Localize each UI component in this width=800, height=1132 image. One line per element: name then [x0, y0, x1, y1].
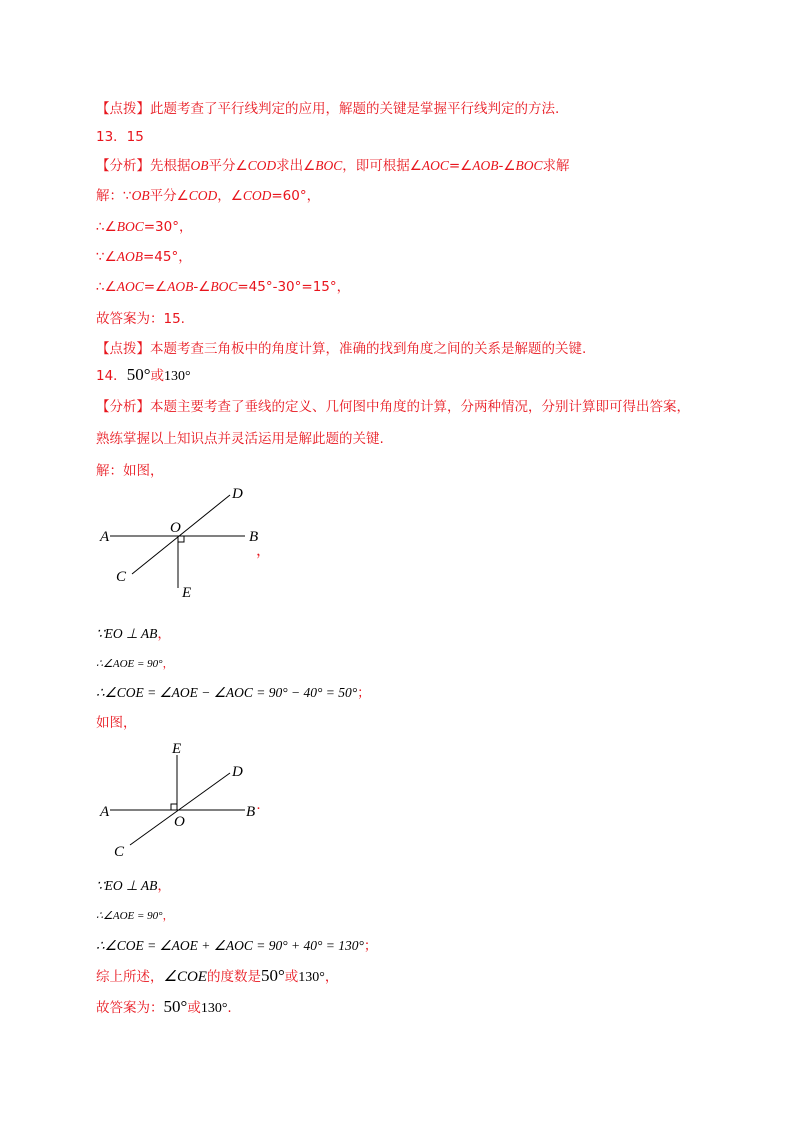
question-number: 14． — [96, 368, 127, 384]
label-c: C — [114, 844, 125, 860]
text: 求出∠ — [276, 158, 316, 174]
right-angle-mark — [178, 536, 184, 542]
analysis-line-14-cont: 熟练掌握以上知识点并灵活运用是解此题的关键. — [96, 431, 384, 447]
text: =45°-30°=15°， — [237, 279, 351, 295]
text: 130° — [298, 970, 325, 985]
text: ， — [157, 626, 171, 642]
text: =30°， — [143, 219, 193, 235]
text: 求解 — [542, 158, 570, 174]
proof-2-line-3 — [96, 937, 377, 955]
text: =45°， — [142, 249, 192, 265]
label-o: O — [170, 520, 181, 536]
hint-tag: 【点拨】 — [96, 101, 150, 117]
text: ∵EO ⊥ AB — [96, 878, 158, 893]
text: 50° — [126, 365, 151, 384]
text: 或 — [284, 969, 299, 985]
figure-1 — [90, 482, 280, 604]
text: 50° — [260, 966, 285, 985]
proof-1-line-1 — [96, 625, 171, 643]
label-d: D — [232, 486, 243, 502]
analysis-tag: 【分析】 — [96, 158, 150, 174]
answer-13: 13．15 — [96, 129, 144, 145]
final-answer-14 — [96, 998, 232, 1018]
text: ∵∠ — [96, 249, 117, 265]
right-angle-mark — [171, 804, 177, 810]
line-cd — [132, 495, 230, 574]
label-a: A — [100, 529, 110, 545]
text: BOC — [515, 158, 543, 173]
hint-text: 此题考查了平行线判定的应用，解题的关键是掌握平行线判定的方法. — [150, 101, 560, 117]
solution-line-3 — [96, 248, 192, 266]
summary-line — [96, 967, 338, 987]
label-e: E — [182, 585, 192, 601]
line-cd — [130, 773, 230, 845]
text: COD — [188, 188, 218, 203]
text: 先根据 — [150, 158, 191, 174]
label-b: B — [249, 529, 259, 545]
figure-tail-mark: · — [256, 801, 261, 817]
text: ， — [157, 878, 171, 894]
label-c: C — [116, 569, 127, 585]
text: 故答案为： — [96, 1000, 164, 1016]
text: AOC — [421, 158, 449, 173]
hint-tag: 【点拨】 — [96, 341, 150, 357]
text: 130° — [200, 1001, 228, 1016]
text: 解：∵ — [96, 188, 132, 204]
hint-text: 本题考查三角板中的角度计算，准确的找到角度之间的关系是解题的关键. — [150, 341, 587, 357]
text: 130° — [164, 369, 191, 384]
solution-line-2 — [96, 218, 192, 236]
solution-line-4 — [96, 278, 350, 296]
analysis-line-13 — [96, 157, 570, 175]
label-a: A — [100, 804, 110, 820]
text: ∴∠ — [96, 219, 117, 235]
text: ∴∠AOE = 90° — [96, 910, 163, 922]
text: AOB — [472, 158, 499, 173]
text: 的度数是 — [206, 969, 261, 985]
text: ； — [363, 938, 378, 954]
text: ∠COE — [163, 969, 207, 985]
solution-line-1 — [96, 187, 320, 205]
text: ，∠ — [217, 188, 243, 204]
text: 或 — [187, 1000, 201, 1016]
text: AOB — [167, 279, 194, 294]
text: AOC — [116, 279, 144, 294]
proof-1-line-2 — [96, 655, 174, 673]
text: ∴∠COE = ∠AOE − ∠AOC = 90° − 40° = 50° — [96, 685, 358, 700]
text: ∴∠COE = ∠AOE + ∠AOC = 90° + 40° = 130° — [96, 938, 364, 953]
text: 平分∠ — [208, 158, 248, 174]
proof-2-line-2 — [96, 907, 174, 925]
text: ， — [162, 909, 174, 922]
final-answer-13: 故答案为：15. — [96, 311, 185, 327]
text: ，即可根据∠ — [342, 158, 422, 174]
text: =60°， — [271, 188, 321, 204]
label-d: D — [232, 764, 243, 780]
text: ， — [324, 969, 339, 985]
text: 综上所述， — [96, 969, 164, 985]
figure-2 — [90, 735, 280, 860]
label-o: O — [174, 814, 185, 830]
text: OB — [190, 158, 209, 173]
text: BOC — [315, 158, 343, 173]
text: ∵EO ⊥ AB — [96, 626, 158, 641]
solution-intro: 解：如图， — [96, 463, 164, 479]
text: ∴∠AOE = 90° — [96, 658, 163, 670]
label-e: E — [172, 741, 182, 757]
text: 或 — [150, 368, 164, 384]
figure-tail-mark: ， — [256, 543, 272, 559]
text: . — [227, 1000, 232, 1016]
text: BOC — [116, 219, 144, 234]
text: 本题主要考查了垂线的定义、几何图中角度的计算，分两种情况，分别计算即可得出答案， — [150, 399, 690, 415]
hint-line-13 — [96, 340, 586, 358]
answer-14 — [96, 366, 191, 386]
text: 平分∠ — [149, 188, 189, 204]
text: OB — [131, 188, 150, 203]
text: ， — [162, 657, 174, 670]
text: -∠ — [498, 158, 516, 174]
text: COD — [247, 158, 277, 173]
text: AOB — [116, 249, 143, 264]
text: =∠ — [448, 158, 473, 174]
text: -∠ — [193, 279, 211, 295]
hint-line-12 — [96, 100, 559, 118]
analysis-tag: 【分析】 — [96, 399, 150, 415]
text: =∠ — [143, 279, 168, 295]
text: ∴∠ — [96, 279, 117, 295]
proof-2-line-1 — [96, 877, 171, 895]
text: COD — [242, 188, 272, 203]
proof-1-line-3 — [96, 684, 371, 702]
text: 50° — [163, 997, 188, 1016]
label-b: B — [246, 804, 256, 820]
analysis-line-14 — [96, 398, 690, 416]
text: ； — [357, 685, 371, 701]
case-2-intro: 如图， — [96, 715, 137, 731]
text: BOC — [210, 279, 238, 294]
